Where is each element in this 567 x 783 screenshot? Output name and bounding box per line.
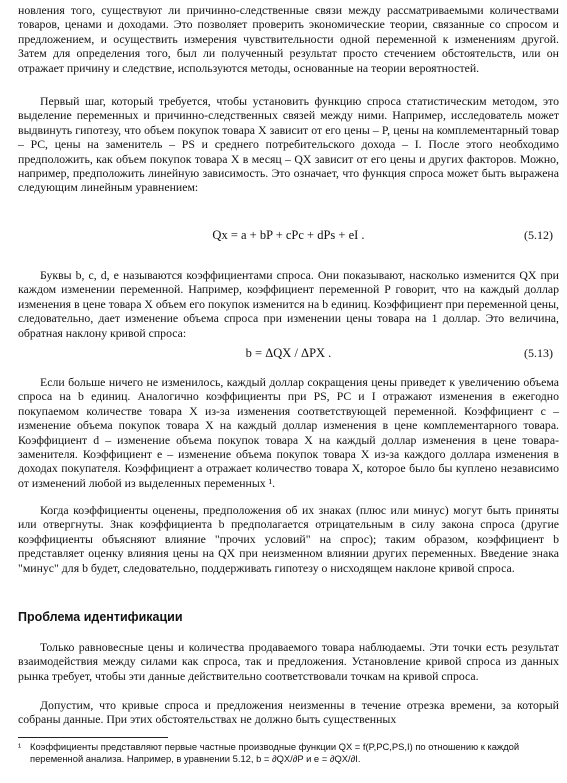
paragraph-1: новления того, существуют ли причинно-следственные связи между рассматриваемыми количествами товаров, ценами и доходами. Это позволяет проверить экономические теории, связанные со спросом и предложением, и осуществить измерения чувствительности одной переменной к изменениям другой. Затем для определения того, был ли полученный результат просто стечением обстоятельств, или он отражает причину и следствие, используются методы, основанные на теории вероятностей. xyxy=(18,3,559,75)
paragraph-5: Когда коэффициенты оценены, предположения об их знаках (плюс или минус) могут быть приняты или отвергнуты. Знак коэффициента b предполагается отрицательным в силу закона спроса (другие коэффициенты объясняют влияние "прочих условий" на спрос); таким образом, коэффициент b представляет оценку влияния цены на QX при неизменном влиянии других переменных. Введение знака "минус" для b будет, следовательно, поддерживать гипотезу о нисходящем наклоне кривой спроса. xyxy=(18,503,559,575)
footnote xyxy=(18,741,559,766)
paragraph-7: Допустим, что кривые спроса и предложения неизменны в течение отрезка времени, за который собраны данные. При этих обстоятельствах не должно быть существенных xyxy=(18,698,559,727)
footnote-mark: ¹ xyxy=(18,741,22,752)
equation-5-12-expression: Qx = a + bP + cPc + dPs + eI . xyxy=(212,228,365,242)
equation-5-13-number: (5.13) xyxy=(524,346,553,360)
section-heading: Проблема идентификации xyxy=(18,610,183,624)
paragraph-2: Первый шаг, который требуется, чтобы установить функцию спроса статистическим методом, это выделение переменных и причинно-следственных связей между ними. Например, исследователь может выдвинуть гипотезу, что объем покупок товара X зависит от его цены – P, цены на комплементарный товар – PC, цены на заменитель – PS и среднего потребительского дохода – I. После этого необходимо предположить, как объем покупок товара X в месяц – QX зависит от его цены и других факторов. Можно, например, предположить линейную зависимость. Это означает, что функция спроса может быть выражена следующим линейным уравнением: xyxy=(18,94,559,195)
paragraph-3: Буквы b, c, d, e называются коэффициентами спроса. Они показывают, насколько изменится QX при каждом изменении переменной. Например, коэффициент переменной P говорит, что на каждый доллар изменения в цене товара X объем его покупок изменится на b единиц. Коэффициент при переменной цены, следовательно, дает изменение объема спроса при изменении цены товара на 1 доллар. Это величина, обратная наклону кривой спроса: xyxy=(18,268,559,340)
paragraph-4: Если больше ничего не изменилось, каждый доллар сокращения цены приведет к увеличению объема спроса на b единиц. Аналогично коэффициенты при PS, PC и I отражают изменения в ежегодно покупаемом количестве товара X из-за изменения соответствующей переменной. Коэффициент c – изменение объема покупок товара X на каждый доллар изменения в цене комплементарного товара. Коэффициент d – изменение объема покупок товара X на каждый доллар изменения в цене товара-заменителя. Коэффициент e – изменение объема покупок товара X из-за каждого доллара изменения в доходах покупателя. Коэффициент a отражает количество товара X, которое было бы куплено независимо от изменений любой из выделенных переменных ¹. xyxy=(18,375,559,490)
equation-5-12-number: (5.12) xyxy=(524,228,553,242)
paragraph-6: Только равновесные цены и количества продаваемого товара наблюдаемы. Эти точки есть результат взаимодействия между силами как спроса, так и предложения. Установление кривой спроса из данных рынка требует, чтобы эти данные действительно соответствовали точкам на кривой спроса. xyxy=(18,640,559,683)
equation-5-13 xyxy=(18,346,559,362)
footnote-text: Коэффициенты представляют первые частные производные функции QX = f(P,PC,PS,I) по отношению к каждой переменной анализа. Например, в уравнении 5.12, b = ∂QX/∂P и e = ∂QX/∂I. xyxy=(30,741,520,765)
equation-5-12 xyxy=(18,228,559,244)
footnote-divider xyxy=(18,737,168,738)
equation-5-13-expression: b = ΔQX / ΔPX . xyxy=(245,346,332,360)
